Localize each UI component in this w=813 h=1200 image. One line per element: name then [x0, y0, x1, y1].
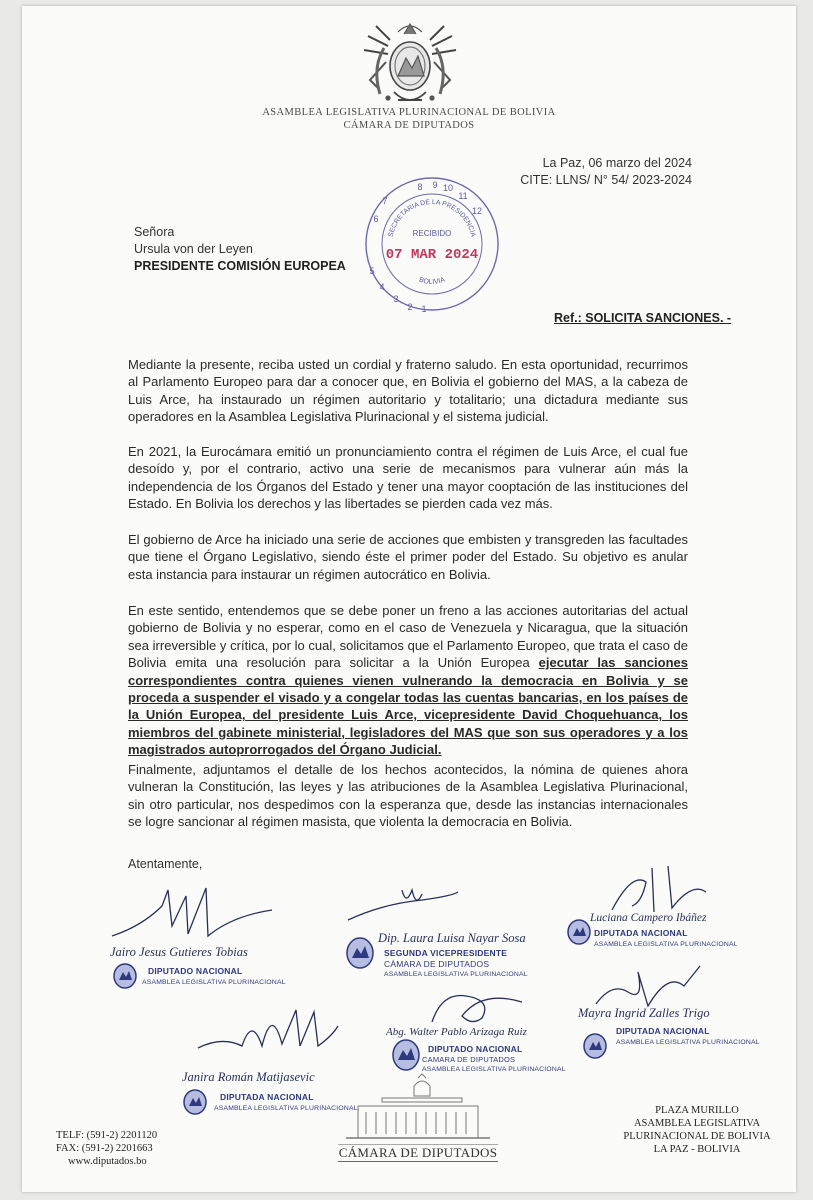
svg-text:6: 6	[373, 214, 379, 224]
footer-phone: TELF: (591-2) 2201120	[56, 1130, 158, 1141]
signature-6-scribble	[192, 996, 342, 1066]
signatory-1-role: DIPUTADO NACIONAL	[148, 966, 243, 976]
signatory-5-name: Mayra Ingrid Zalles Trigo	[578, 1006, 710, 1020]
signatory-6-name: Janira Román Matijasevic	[182, 1070, 315, 1084]
footer-address-line-2: ASAMBLEA LEGISLATIVA	[633, 1118, 761, 1129]
institution-name: ASAMBLEA LEGISLATIVA PLURINACIONAL DE BOLIVIA	[262, 107, 556, 118]
signatory-6-org: ASAMBLEA LEGISLATIVA PLURINACIONAL	[214, 1105, 358, 1112]
paragraph-2: En 2021, la Eurocámara emitió un pronunciamiento contra el régimen de Luis Arce, el cual fue desoído y, por el contrario, activo una serie de mecanismos para vulnerar aún más la independencia de los Órganos del Estado y tener una mayor cooptación de las instituciones del Estado. En Bolivia los derechos y las libertades se pierden cada vez más.	[128, 444, 688, 512]
paragraph-1: Mediante la presente, reciba usted un cordial y fraterno saludo. En esta oportunidad, recurrimos al Parlamento Europeo para dar a conocer que, en Bolivia el gobierno del MAS, a la cabeza de Luis Arce, ha instaurado un régimen autoritario y totalitario; una dictadura mediante sus operadores en la Asamblea Legislativa Plurinacional y el sistema judicial.	[128, 357, 688, 425]
signatory-2-chamber: CÁMARA DE DIPUTADOS	[384, 959, 490, 969]
seal-5-icon	[582, 1032, 608, 1060]
paragraph-4-emphasis: ejecutar las sanciones correspondientes contra quienes vienen vulnerando la democracia en Bolivia y se proceda a suspender el visado y a congelar todas las cuentas bancarias, en los países de la Unión Europea, del presidente Luis Arce, vicepresidente David Choquehuanca, los miembros del gabinete ministerial, legisladores del MAS que son sus operadores y a los magistrados autoprorrogados del Órgano Judicial.	[128, 655, 688, 758]
signatory-5-role: DIPUTADA NACIONAL	[616, 1026, 710, 1036]
letter-page	[22, 6, 796, 1192]
seal-6-icon	[182, 1088, 208, 1116]
svg-text:12: 12	[471, 206, 483, 216]
footer-address-line-1: PLAZA MURILLO	[655, 1105, 739, 1116]
paragraph-4-text: En este sentido, entendemos que se debe poner un freno a las acciones autoritarias del actual gobierno de Bolivia y no esperar, como en el caso de Venezuela y Nicaragua, que la situación sea irreversible y crítica, por lo cual, solicitamos que el Parlamento Europeo, que trata el caso de Bolivia emita una resolución para solicitar a la Unión Europea	[128, 603, 688, 671]
recipient-title: PRESIDENTE COMISIÓN EUROPEA	[134, 259, 346, 273]
seal-1-icon	[112, 962, 138, 990]
signatory-1-name: Jairo Jesus Gutieres Tobias	[110, 945, 248, 959]
footer-address-line-4: LA PAZ - BOLIVIA	[653, 1144, 741, 1155]
svg-text:11: 11	[458, 191, 468, 201]
signature-2-scribble	[342, 886, 472, 926]
place-date: La Paz, 06 marzo del 2024	[542, 156, 692, 170]
signatory-2-org: ASAMBLEA LEGISLATIVA PLURINACIONAL	[384, 971, 528, 978]
signature-1-scribble	[102, 886, 282, 946]
svg-text:1: 1	[421, 304, 427, 314]
footer-building-label: CÁMARA DE DIPUTADOS	[338, 1145, 498, 1160]
legislative-building-icon	[338, 1072, 498, 1142]
svg-text:10: 10	[442, 183, 454, 193]
signatory-4-name: Abg. Walter Pablo Arizaga Ruiz	[386, 1026, 527, 1038]
signatory-1-org: ASAMBLEA LEGISLATIVA PLURINACIONAL	[142, 979, 286, 986]
bolivia-coat-of-arms-icon	[358, 18, 462, 110]
svg-text:BOLIVIA	[418, 276, 446, 286]
signatory-5-org: ASAMBLEA LEGISLATIVA PLURINACIONAL	[616, 1039, 760, 1046]
stamp-country: BOLIVIA	[417, 276, 447, 286]
signatory-3-role: DIPUTADA NACIONAL	[594, 928, 688, 938]
footer-address	[622, 1104, 772, 1156]
signatory-4-chamber: CAMARA DE DIPUTADOS	[422, 1055, 516, 1064]
svg-text:5: 5	[369, 266, 375, 276]
signatory-3-name: Luciana Campero Ibáñez	[590, 912, 707, 924]
paragraph-4	[128, 602, 688, 759]
closing: Atentamente,	[128, 857, 203, 871]
seal-3-icon	[566, 918, 592, 946]
signatory-4-org: ASAMBLEA LEGISLATIVA PLURINACIONAL	[422, 1066, 566, 1073]
signatory-4-role: DIPUTADO NACIONAL	[428, 1044, 523, 1054]
footer-address-line-3: PLURINACIONAL DE BOLIVIA	[623, 1131, 771, 1142]
footer-fax: FAX: (591-2) 2201663	[56, 1143, 153, 1154]
svg-text:3: 3	[393, 294, 399, 304]
signatory-3-org: ASAMBLEA LEGISLATIVA PLURINACIONAL	[594, 941, 738, 948]
svg-text:4: 4	[379, 282, 385, 292]
paragraph-5: Finalmente, adjuntamos el detalle de los hechos acontecidos, la nómina de quienes ahora vulneran la Constitución, las leyes y las atribuciones de la Asamblea Legislativa Plurinacional, sin otro particular, nos despedimos con la esperanza que, desde las instancias internacionales se logre sancionar al régimen masista, que violenta la democracia en Bolivia.	[128, 762, 688, 830]
stamp-date: 07 MAR 2024	[385, 247, 479, 263]
svg-text:8: 8	[417, 182, 423, 192]
signatory-2-role: SEGUNDA VICEPRESIDENTE	[384, 948, 508, 958]
signature-4-scribble	[422, 982, 542, 1032]
svg-text:7: 7	[382, 196, 388, 206]
cite-reference: CITE: LLNS/ N° 54/ 2023-2024	[520, 173, 692, 187]
signature-5-scribble	[588, 962, 718, 1012]
salutation: Señora	[134, 225, 175, 239]
chamber-name: CÁMARA DE DIPUTADOS	[343, 120, 475, 131]
received-stamp	[362, 174, 502, 314]
stamp-status: RECIBIDO	[412, 229, 452, 238]
seal-4-icon	[390, 1038, 422, 1072]
seal-2-icon	[344, 936, 376, 970]
recipient-name: Ursula von der Leyen	[134, 242, 253, 256]
reference-line: Ref.: SOLICITA SANCIONES. -	[554, 311, 732, 325]
svg-text:9: 9	[432, 180, 438, 190]
stamp-arc-text: SECRETARIA DE LA PRESIDENCIA	[387, 198, 477, 238]
footer-website: www.diputados.bo	[68, 1156, 147, 1167]
signatory-2-name: Dip. Laura Luisa Nayar Sosa	[378, 931, 526, 945]
signatory-6-role: DIPUTADA NACIONAL	[220, 1092, 314, 1102]
svg-text:2: 2	[407, 302, 413, 312]
paragraph-3: El gobierno de Arce ha iniciado una serie de acciones que embisten y transgreden las facultades que tiene el Órgano Legislativo, siendo éste el primer poder del Estado. Su objetivo es anular esta instancia para instaurar un régimen autocrático en Bolivia.	[128, 532, 688, 582]
